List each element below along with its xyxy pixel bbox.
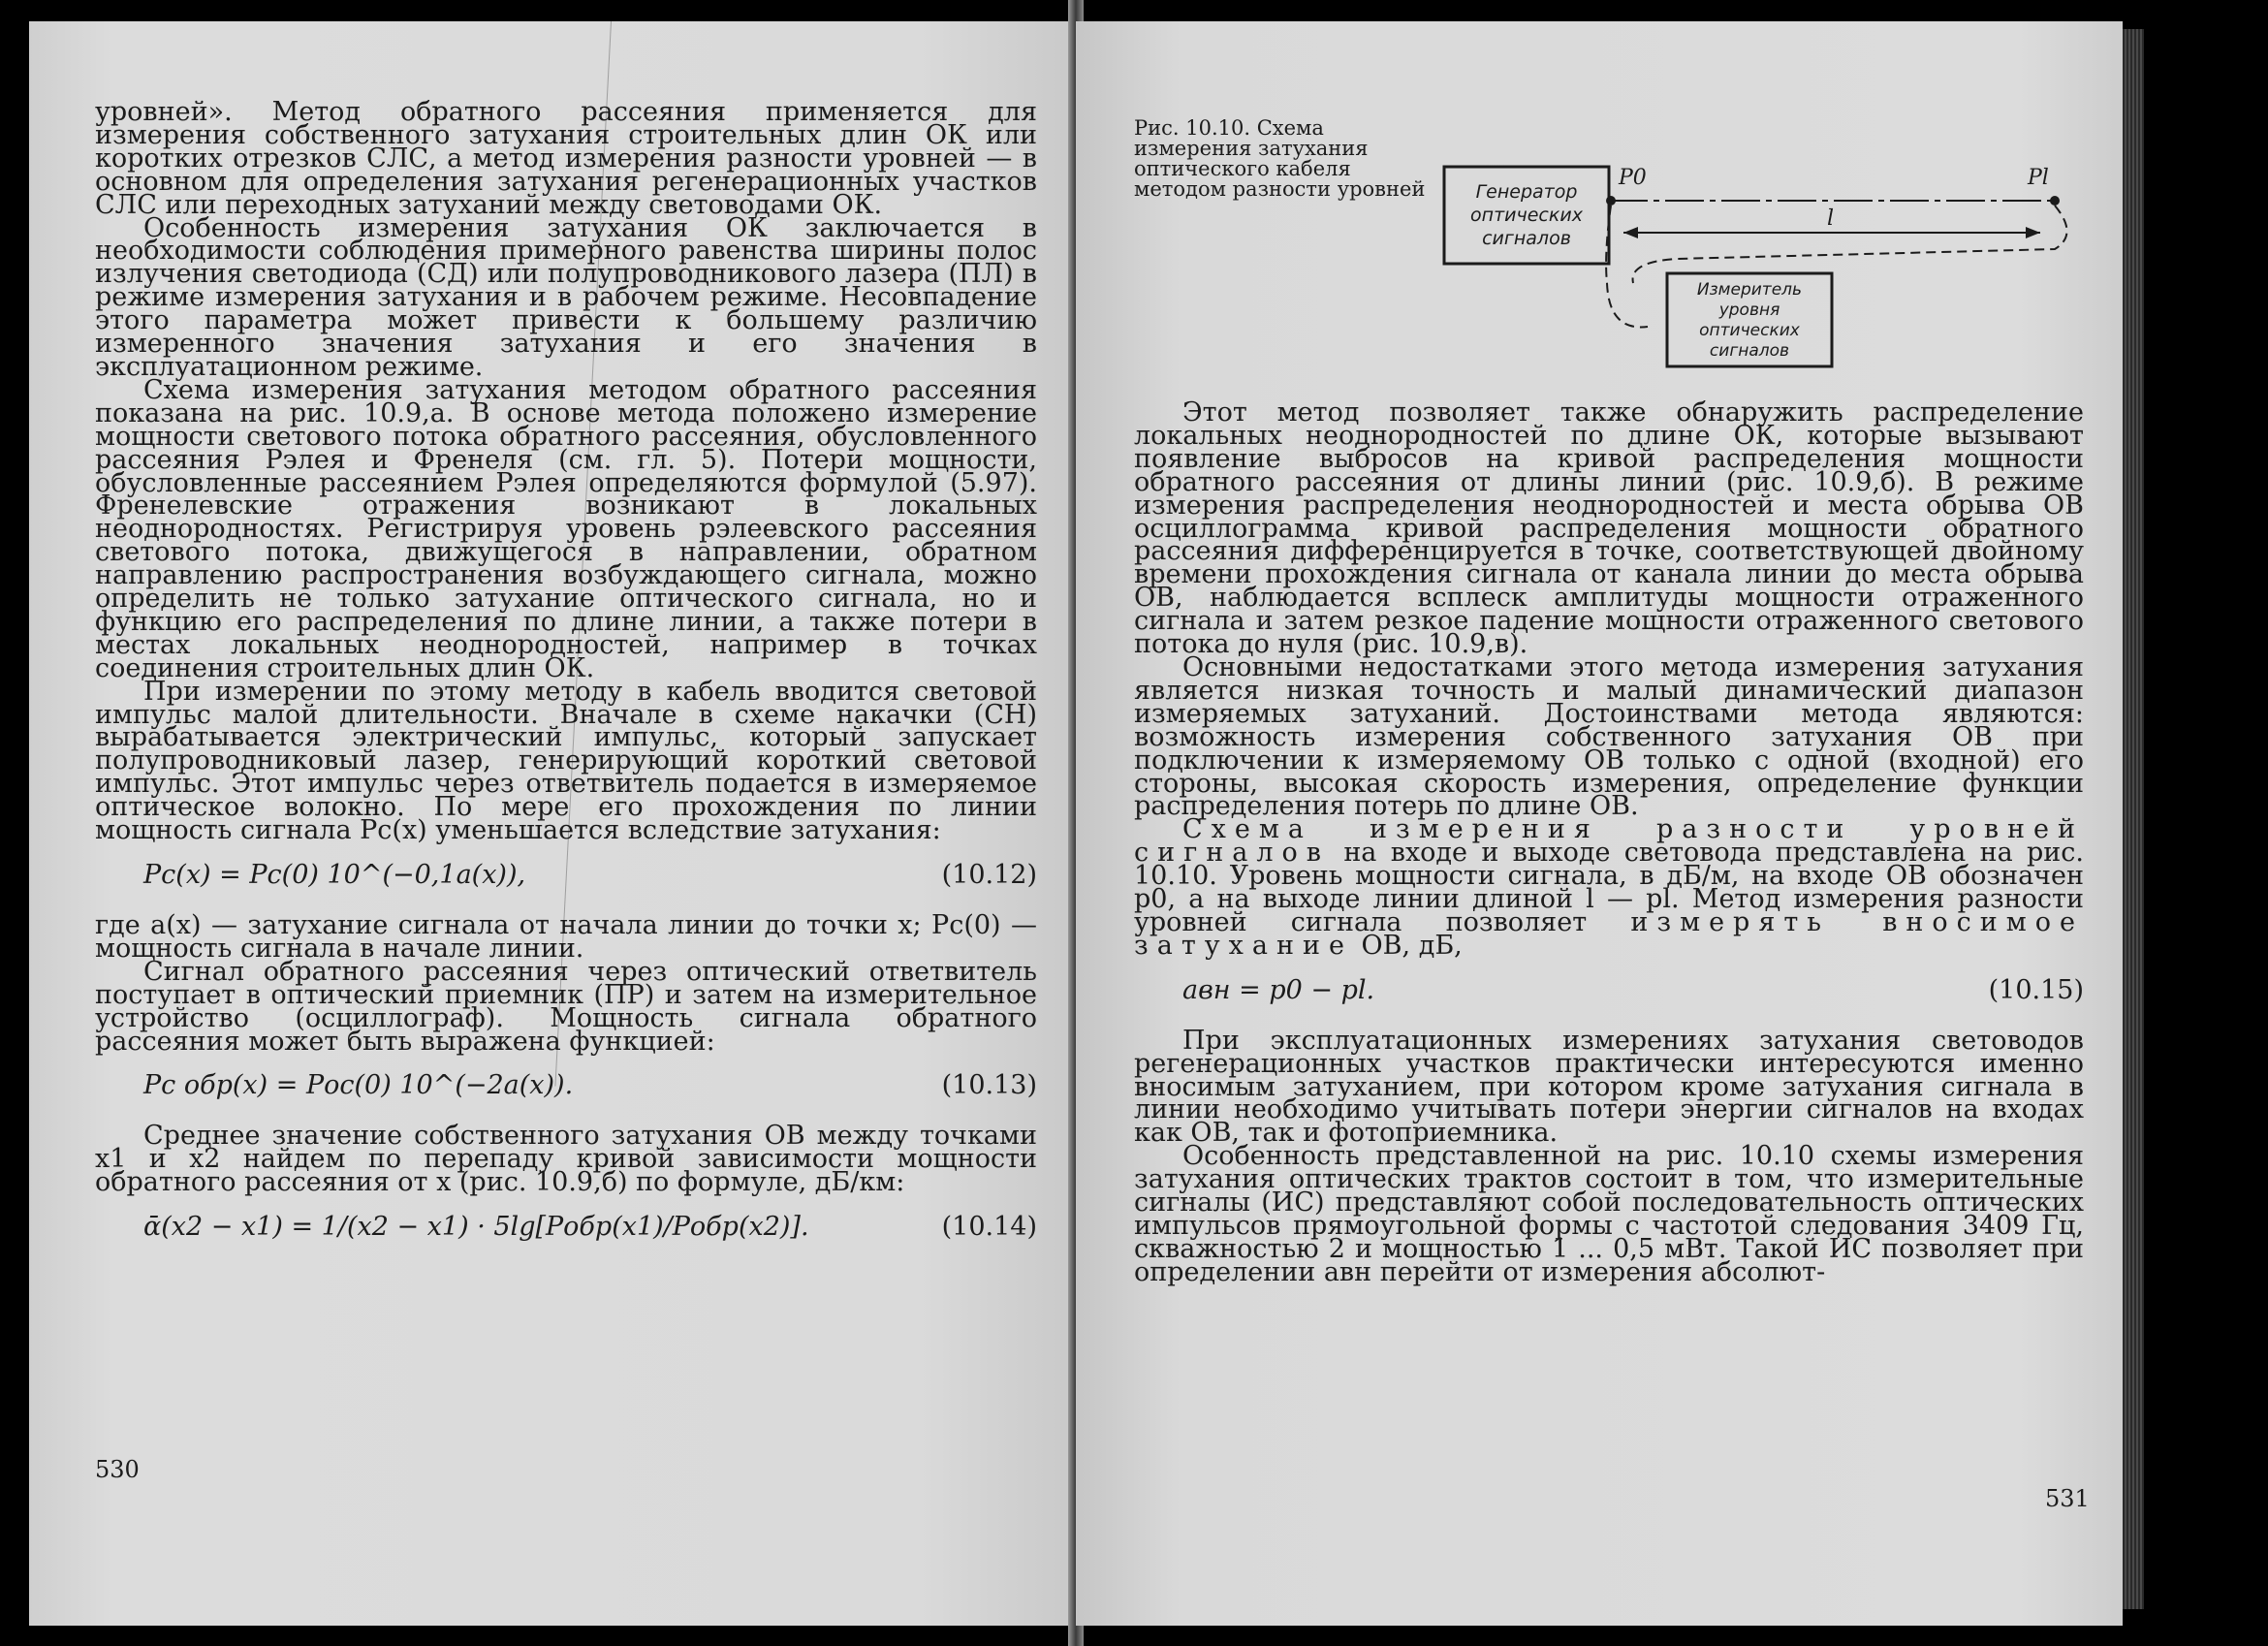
paragraph: Сигнал обратного рассеяния через оптический ответвитель поступает в оптический приемник (ПР) и затем на измерительное устройство (осциллограф). Мощность сигнала обратного рассеяния может быть выражена функцией: [95, 956, 1037, 1057]
formula-text: Pс(x) = Pс(0) 10^(−0,1a(x)), [143, 860, 526, 890]
paragraph [1134, 814, 2084, 961]
formula-10-13 [95, 1070, 1037, 1103]
paragraph: При измерении по этому методу в кабель вводится световой импульс малой длительности. Вначале в схеме накачки (СН) вырабатывается электрический импульс, который запускает полупроводниковый лазер, генерирующий короткий световой импульс. Этот импульс через ответвитель подается в измеряемое оптическое волокно. По мере его прохождения по линии мощность сигнала Pс(x) уменьшается вследствие затухания: [95, 676, 1037, 846]
paragraph: где a(x) — затухание сигнала от начала линии до точки x; Pс(0) — мощность сигнала в начале линии. [95, 910, 1037, 964]
paragraph-text: ОВ, дБ, [1361, 930, 1463, 961]
meter-label-4: сигналов [1709, 341, 1790, 361]
pl-label: Pl [2028, 166, 2049, 190]
generator-label-2: оптических [1470, 205, 1583, 226]
paragraph-text: на входе и выходе световода представлена на рис. 10.10. Уровень мощности сигнала, в дБ/м, на входе ОВ обозначен p0, а на выходе линии длиной l — pl. Метод измерения разности уровней сигнала позволяет [1134, 838, 2084, 937]
formula-number: (10.14) [941, 1212, 1037, 1243]
right-page [1076, 21, 2123, 1626]
page-number: 530 [95, 1456, 140, 1483]
formula-text: ᾱ(x2 − x1) = 1/(x2 − x1) · 5lg[Pобр(x1)/Pобр(x2)]. [143, 1212, 809, 1243]
paragraph: Основными недостатками этого метода измерения затухания является низкая точность и малый динамический диапазон измеряемых затуханий. Достоинствами метода являются: возможность измерения собственного затухания ОВ при подключении к измеряемому ОВ только с одной (входной) его стороны, высокая скорость измерения, определение функции распределения потерь по длине ОВ. [1134, 651, 2084, 822]
meter-label-2: уровня [1718, 301, 1780, 320]
p0-label: P0 [1619, 166, 1647, 190]
output-link [1633, 206, 2067, 283]
left-page [29, 21, 1076, 1626]
paragraph: Этот метод позволяет также обнаружить распределение локальных неоднородностей по длине ОК, которые вызывают появление выбросов на кривой распределения мощности обратного рассеяния от длины линии (рис. 10.9,б). В режиме измерения распределения неоднородностей и места обрыва ОВ осциллограмма кривой распределения мощности обратного рассеяния дифференцируется в точке, соответствующей двойному времени прохождения сигнала от канала линии до места обрыва ОВ, наблюдается всплеск амплитуды мощности отраженного сигнала и затем резкое падение мощности отраженного светового потока до нуля (рис. 10.9,в). [1134, 397, 2084, 660]
figure-10-10-diagram [1434, 138, 2113, 370]
meter-label-3: оптических [1699, 321, 1800, 340]
paragraph: Особенность представленной на рис. 10.10 схемы измерения затухания оптических трактов состоит в том, что измерительные сигналы (ИС) представляют собой последовательность оптических импульсов прямоугольной формы с частотой следования 3409 Гц, скважностью 2 и мощностью 1 ... 0,5 мВт. Такой ИС позволяет при определении aвн перейти от измерения абсолют- [1134, 1141, 2084, 1287]
length-label: l [1827, 206, 1835, 231]
spaced-term: Схема измерения разности уровней сигналов [1134, 814, 2084, 869]
left-body [95, 97, 1037, 1266]
paragraph: уровней». Метод обратного рассеяния применяется для измерения собственного затухания строительных длин ОК или коротких отрезков СЛС, а метод измерения разности уровней — в основном для определения затухания регенерационных участков СЛС или переходных затуханий между световодами ОК. [95, 97, 1037, 220]
paragraph: Среднее значение собственного затухания ОВ между точками x1 и x2 найдем по перепаду кривой зависимости мощности обратного рассеяния от x (рис. 10.9,б) по формуле, дБ/км: [95, 1121, 1037, 1198]
formula-number: (10.15) [1988, 974, 2084, 1005]
formula-number: (10.12) [941, 860, 1037, 890]
formula-text: Pс обр(x) = Pос(0) 10^(−2a(x)). [143, 1070, 574, 1101]
figure-caption: Рис. 10.10. Схема измерения затухания оптического кабеля методом разности уровней [1134, 116, 1426, 201]
meter-label-1: Измеритель [1696, 280, 1803, 300]
formula-10-12 [95, 860, 1037, 893]
generator-label-3: сигналов [1482, 228, 1571, 249]
formula-10-14 [95, 1212, 1037, 1245]
paragraph: Особенность измерения затухания ОК заключается в необходимости соблюдения примерного равенства ширины полос излучения светодиода (СД) или полупроводникового лазера (ПЛ) в режиме измерения затухания и в рабочем режиме. Несовпадение этого параметра может привести к большему различию измеренного значения затухания и его значения в эксплуатационном режиме. [95, 212, 1037, 382]
generator-label-1: Генератор [1475, 181, 1578, 203]
page-edges [2123, 29, 2144, 1609]
output-point [2050, 196, 2060, 206]
formula-number: (10.13) [941, 1070, 1037, 1101]
spaced-term: измерять вносимое затухание [1134, 906, 2084, 961]
input-point [1606, 196, 1616, 206]
formula-10-15 [1134, 974, 2084, 1008]
page-number: 531 [2045, 1485, 2090, 1512]
right-body [1134, 397, 2084, 1287]
paragraph: Схема измерения затухания методом обратного рассеяния показана на рис. 10.9,а. В основе метода положено измерение мощности светового потока обратного рассеяния, обусловленного рассеяния Рэлея и Френеля (см. гл. 5). Потери мощности, обусловленные рассеянием Рэлея определяются формулой (5.97). Френелевские отражения возникают в локальных неоднородностях. Регистрируя уровень рэлеевского рассеяния светового потока, движущегося в направлении, обратном направлению распространения возбуждающего сигнала, можно определить не только затухание оптического сигнала, но и функцию его распределения по длине линии, а также потери в местах локальных неоднородностей, например в точках соединения строительных длин ОК. [95, 374, 1037, 683]
formula-text: aвн = p0 − pl. [1182, 974, 1375, 1005]
paragraph: При эксплуатационных измерениях затухания световодов регенерационных участков практически интересуются именно вносимым затуханием, при котором кроме затухания сигнала в линии необходимо учитывать потери энергии сигналов на входах как ОВ, так и фотоприемника. [1134, 1025, 2084, 1149]
